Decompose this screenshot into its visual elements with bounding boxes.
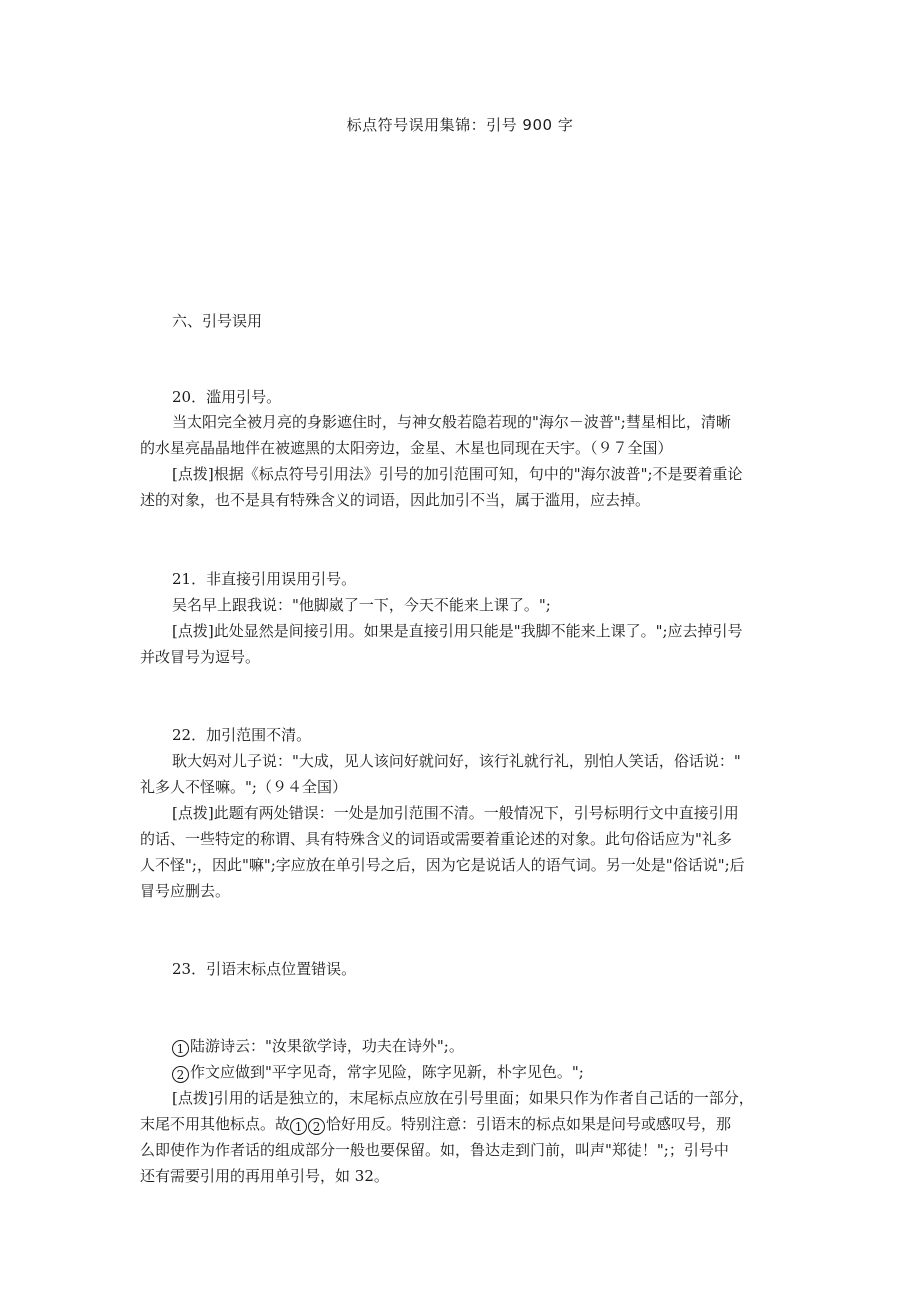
circled-number-2: 2 — [308, 1118, 325, 1135]
item-23-note-line-2 — [140, 1113, 782, 1135]
item-23-note-line-2-after: 恰好用反。特别注意：引语末的标点如果是问号或感叹号，那 — [326, 1115, 732, 1133]
circled-number-2: 2 — [172, 1066, 189, 1083]
circled-number-1: 1 — [172, 1040, 189, 1057]
item-21-example-line-1: 吴名早上跟我说："他脚崴了一下，今天不能来上课了。"; — [172, 596, 551, 614]
item-22-heading: 22．加引范围不清。 — [172, 726, 312, 744]
item-22-example-line-2: 礼多人不怪嘛。";（９４全国） — [140, 778, 347, 796]
item-20-note-line-2: 述的对象，也不是具有特殊含义的词语，因此加引不当，属于滥用，应去掉。 — [140, 491, 651, 509]
item-22-note-line-4: 冒号应删去。 — [140, 882, 231, 900]
item-21-note-line-1: [点拨]此处显然是间接引用。如果是直接引用只能是"我脚不能来上课了。";应去掉引号 — [172, 622, 743, 640]
item-20-example-line-2: 的水星亮晶晶地伴在被遮黑的太阳旁边，金星、木星也同现在天宇。（９７全国） — [140, 439, 673, 457]
circled-number-1: 1 — [290, 1118, 307, 1135]
item-21-heading: 21．非直接引用误用引号。 — [172, 570, 357, 588]
section-heading: 六、引号误用 — [172, 312, 263, 330]
item-20-heading: 20．滥用引号。 — [172, 388, 282, 406]
item-23-example-1 — [172, 1035, 782, 1057]
item-23-note-line-1: [点拨]引用的话是独立的，末尾标点应放在引号里面；如果只作为作者自己话的一部分， — [172, 1089, 754, 1107]
item-23-note-line-4: 还有需要引用的再用单引号，如 32。 — [140, 1167, 389, 1185]
item-20-example-line-1: 当太阳完全被月亮的身影遮住时，与神女般若隐若现的"海尔－波普";彗星相比，清晰 — [172, 413, 731, 431]
item-21-note-line-2: 并改冒号为逗号。 — [140, 648, 261, 666]
item-20-note-line-1: [点拨]根据《标点符号引用法》引号的加引范围可知，句中的"海尔波普";不是要着重论 — [172, 465, 743, 483]
item-22-note-line-1: [点拨]此题有两处错误：一处是加引范围不清。一般情况下，引号标明行文中直接引用 — [172, 804, 739, 822]
document-title: 标点符号误用集锦：引号 900 字 — [346, 116, 574, 134]
item-22-example-line-1: 耿大妈对儿子说："大成，见人该问好就问好，该行礼就行礼，别怕人笑话，俗话说：" — [172, 752, 741, 770]
item-23-example-2 — [172, 1061, 782, 1083]
item-23-example-1-text: 陆游诗云："汝果欲学诗，功夫在诗外";。 — [190, 1037, 464, 1055]
item-22-note-line-2: 的话、一些特定的称谓、具有特殊含义的词语或需要着重论述的对象。此句俗话应为"礼多 — [140, 830, 732, 848]
item-23-heading: 23．引语末标点位置错误。 — [172, 960, 357, 978]
item-22-note-line-3: 人不怪";，因此"嘛";字应放在单引号之后，因为它是说话人的语气词。另一处是"俗话说";后 — [140, 856, 745, 874]
item-23-note-line-2-before: 末尾不用其他标点。故 — [140, 1115, 291, 1133]
item-23-note-line-3: 么即使作为作者话的组成部分一般也要保留。如，鲁达走到门前，叫声"郑徒！";；引号中 — [140, 1141, 729, 1159]
item-23-example-2-text: 作文应做到"平字见奇，常字见险，陈字见新，朴字见色。"; — [190, 1063, 584, 1081]
